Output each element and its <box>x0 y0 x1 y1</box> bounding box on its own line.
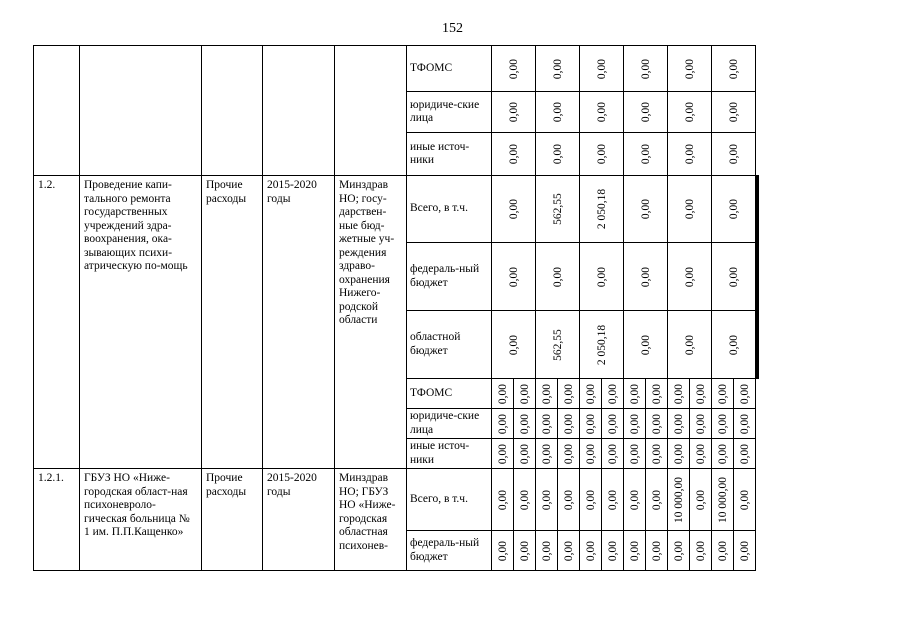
source-cell: иные источ-ники <box>407 439 492 469</box>
period-cell <box>263 46 335 176</box>
name-cell: ГБУЗ НО «Ниже-городская област-ная психоневроло-гическая больница № 1 им. П.П.Кащенко» <box>80 469 202 571</box>
value-cell: 0,00 <box>602 379 624 409</box>
source-cell: федераль-ный бюджет <box>407 243 492 311</box>
value-cell: 0,00 <box>624 133 668 176</box>
value-cell: 0,00 <box>624 46 668 92</box>
value-cell: 2 050,18 <box>580 176 624 243</box>
number-cell <box>34 46 80 176</box>
expense-type-cell <box>202 46 263 176</box>
value-cell: 0,00 <box>580 133 624 176</box>
value-cell: 0,00 <box>492 176 536 243</box>
value-cell <box>758 176 759 243</box>
value-cell: 0,00 <box>668 133 712 176</box>
executor-cell <box>335 46 407 176</box>
source-cell: областной бюджет <box>407 311 492 379</box>
value-cell: 0,00 <box>646 531 668 571</box>
source-cell: Всего, в т.ч. <box>407 176 492 243</box>
value-cell: 0,00 <box>690 379 712 409</box>
value-cell: 0,00 <box>624 409 646 439</box>
value-cell: 2 050,18 <box>580 311 624 379</box>
value-cell: 0,00 <box>734 439 756 469</box>
source-cell: юридиче-ские лица <box>407 92 492 133</box>
value-cell: 0,00 <box>580 469 602 531</box>
value-cell: 0,00 <box>602 469 624 531</box>
value-cell: 0,00 <box>624 92 668 133</box>
table-row <box>34 176 759 243</box>
value-cell: 0,00 <box>624 311 668 379</box>
value-cell: 0,00 <box>712 531 734 571</box>
value-cell: 0,00 <box>492 133 536 176</box>
source-cell: федераль-ный бюджет <box>407 531 492 571</box>
value-cell: 0,00 <box>734 409 756 439</box>
page-number: 152 <box>442 21 463 36</box>
value-cell: 0,00 <box>536 46 580 92</box>
value-cell: 0,00 <box>492 311 536 379</box>
value-cell: 0,00 <box>558 531 580 571</box>
value-cell: 0,00 <box>580 46 624 92</box>
value-cell: 0,00 <box>492 409 514 439</box>
value-cell: 0,00 <box>668 243 712 311</box>
value-cell: 0,00 <box>558 439 580 469</box>
value-cell: 0,00 <box>492 469 514 531</box>
value-cell: 0,00 <box>580 439 602 469</box>
source-cell: Всего, в т.ч. <box>407 469 492 531</box>
value-cell: 0,00 <box>580 379 602 409</box>
value-cell: 0,00 <box>668 531 690 571</box>
value-cell: 0,00 <box>536 469 558 531</box>
value-cell: 0,00 <box>514 379 536 409</box>
value-cell: 0,00 <box>514 531 536 571</box>
value-cell: 0,00 <box>514 409 536 439</box>
value-cell: 0,00 <box>492 92 536 133</box>
value-cell: 0,00 <box>558 469 580 531</box>
value-cell: 0,00 <box>646 409 668 439</box>
executor-cell: Минздрав НО; ГБУЗ НО «Ниже-городская областная психонев- <box>335 469 407 571</box>
value-cell: 0,00 <box>624 531 646 571</box>
value-cell: 0,00 <box>646 439 668 469</box>
name-cell <box>80 46 202 176</box>
value-cell: 0,00 <box>514 469 536 531</box>
value-cell: 562,55 <box>536 311 580 379</box>
value-cell: 0,00 <box>580 243 624 311</box>
value-cell: 0,00 <box>492 243 536 311</box>
value-cell: 0,00 <box>690 439 712 469</box>
value-cell: 0,00 <box>712 439 734 469</box>
value-cell: 0,00 <box>646 379 668 409</box>
value-cell: 10 000,00 <box>712 469 734 531</box>
value-cell: 0,00 <box>712 409 734 439</box>
value-cell: 0,00 <box>624 439 646 469</box>
number-cell: 1.2.1. <box>34 469 80 571</box>
value-cell: 0,00 <box>536 92 580 133</box>
value-cell: 0,00 <box>492 531 514 571</box>
value-cell: 0,00 <box>712 379 734 409</box>
value-cell: 0,00 <box>558 379 580 409</box>
value-cell: 0,00 <box>580 409 602 439</box>
value-cell: 0,00 <box>668 176 712 243</box>
value-cell: 0,00 <box>734 379 756 409</box>
value-cell: 0,00 <box>580 92 624 133</box>
expense-type-cell: Прочие расходы <box>202 469 263 571</box>
value-cell: 0,00 <box>734 531 756 571</box>
value-cell: 0,00 <box>558 409 580 439</box>
value-cell: 0,00 <box>624 243 668 311</box>
value-cell: 0,00 <box>668 409 690 439</box>
name-cell: Проведение капи-тального ремонта государственных учреждений здра-воохранения, ока-зывающих психи-атрическую по-мощь <box>80 176 202 469</box>
value-cell: 0,00 <box>668 439 690 469</box>
value-cell: 0,00 <box>602 409 624 439</box>
value-cell: 0,00 <box>536 439 558 469</box>
source-cell: ТФОМС <box>407 379 492 409</box>
value-cell: 0,00 <box>624 469 646 531</box>
value-cell <box>758 243 759 311</box>
value-cell: 0,00 <box>712 243 756 311</box>
value-cell: 0,00 <box>690 531 712 571</box>
value-cell: 0,00 <box>514 439 536 469</box>
value-cell: 0,00 <box>712 92 756 133</box>
value-cell: 0,00 <box>602 439 624 469</box>
source-cell: юридиче-ские лица <box>407 409 492 439</box>
value-cell: 0,00 <box>712 133 756 176</box>
value-cell: 0,00 <box>536 243 580 311</box>
value-cell: 0,00 <box>536 409 558 439</box>
table-row <box>34 469 759 531</box>
value-cell: 10 000,00 <box>668 469 690 531</box>
value-cell: 0,00 <box>492 46 536 92</box>
value-cell: 0,00 <box>646 469 668 531</box>
value-cell: 0,00 <box>734 469 756 531</box>
expense-type-cell: Прочие расходы <box>202 176 263 469</box>
value-cell: 0,00 <box>668 46 712 92</box>
value-cell: 562,55 <box>536 176 580 243</box>
table-row <box>34 46 759 92</box>
value-cell: 0,00 <box>712 46 756 92</box>
source-cell: иные источ-ники <box>407 133 492 176</box>
value-cell <box>758 311 759 379</box>
value-cell: 0,00 <box>536 133 580 176</box>
value-cell: 0,00 <box>712 311 756 379</box>
value-cell: 0,00 <box>536 531 558 571</box>
value-cell: 0,00 <box>690 409 712 439</box>
value-cell: 0,00 <box>602 531 624 571</box>
value-cell: 0,00 <box>536 379 558 409</box>
value-cell: 0,00 <box>492 439 514 469</box>
number-cell: 1.2. <box>34 176 80 469</box>
value-cell: 0,00 <box>668 92 712 133</box>
period-cell: 2015-2020 годы <box>263 176 335 469</box>
budget-table <box>33 45 759 571</box>
value-cell: 0,00 <box>580 531 602 571</box>
executor-cell: Минздрав НО; госу-дарствен-ные бюд-жетные уч-реждения здраво-охранения Нижего-родской области <box>335 176 407 469</box>
value-cell: 0,00 <box>624 176 668 243</box>
value-cell: 0,00 <box>624 379 646 409</box>
value-cell: 0,00 <box>690 469 712 531</box>
value-cell: 0,00 <box>668 379 690 409</box>
period-cell: 2015-2020 годы <box>263 469 335 571</box>
value-cell: 0,00 <box>712 176 756 243</box>
value-cell: 0,00 <box>492 379 514 409</box>
source-cell: ТФОМС <box>407 46 492 92</box>
value-cell: 0,00 <box>668 311 712 379</box>
